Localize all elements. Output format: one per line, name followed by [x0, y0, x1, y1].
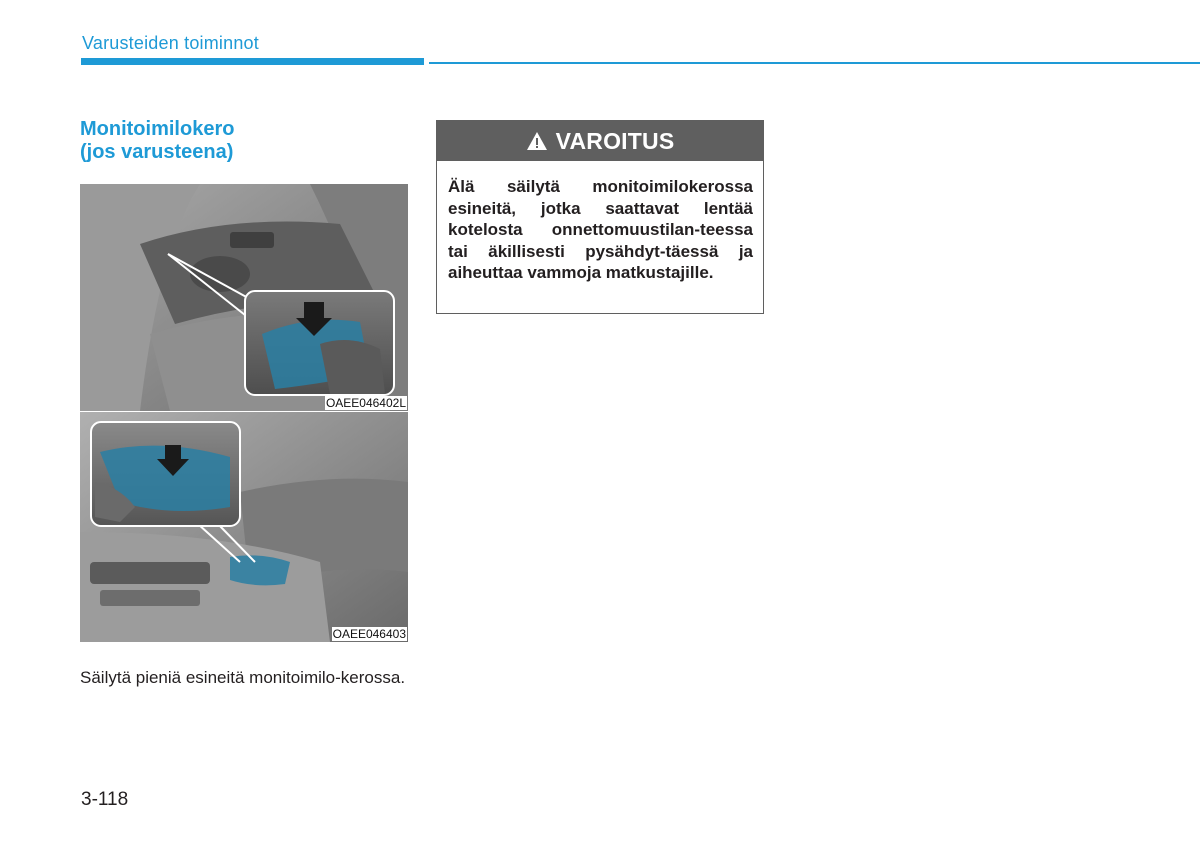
warning-title: VAROITUS — [555, 127, 675, 154]
warning-text: Älä säilytä monitoimilokerossa esineitä, jotka saattavat lentää kotelosta onnettomuustilan-teessa tai äkillisesti pysähdyt-täessä ja aiheuttaa vammoja matkustajille. — [448, 177, 753, 282]
console-photo-bottom — [80, 412, 408, 642]
section-title-line-1: Monitoimilokero — [80, 118, 235, 140]
warning-box — [436, 120, 764, 314]
header-rule-thin — [429, 62, 1200, 64]
console-photo-top — [80, 184, 408, 411]
section-title-line-2: (jos varusteena) — [80, 141, 234, 163]
console-illustration-bottom — [80, 412, 408, 642]
figure-code: OAEE046402L — [325, 396, 406, 410]
body-paragraph: Säilytä pieniä esineitä monitoimilo-kerossa. — [80, 668, 406, 687]
warning-triangle-icon — [526, 131, 548, 151]
page-number: 3-118 — [81, 789, 129, 810]
console-illustration-top — [80, 184, 408, 411]
warning-header — [437, 121, 763, 161]
header-rule-thick — [81, 58, 424, 65]
section-title — [80, 118, 400, 164]
header-title: Varusteiden toiminnot — [82, 33, 259, 53]
figure-code: OAEE046403 — [332, 627, 406, 641]
